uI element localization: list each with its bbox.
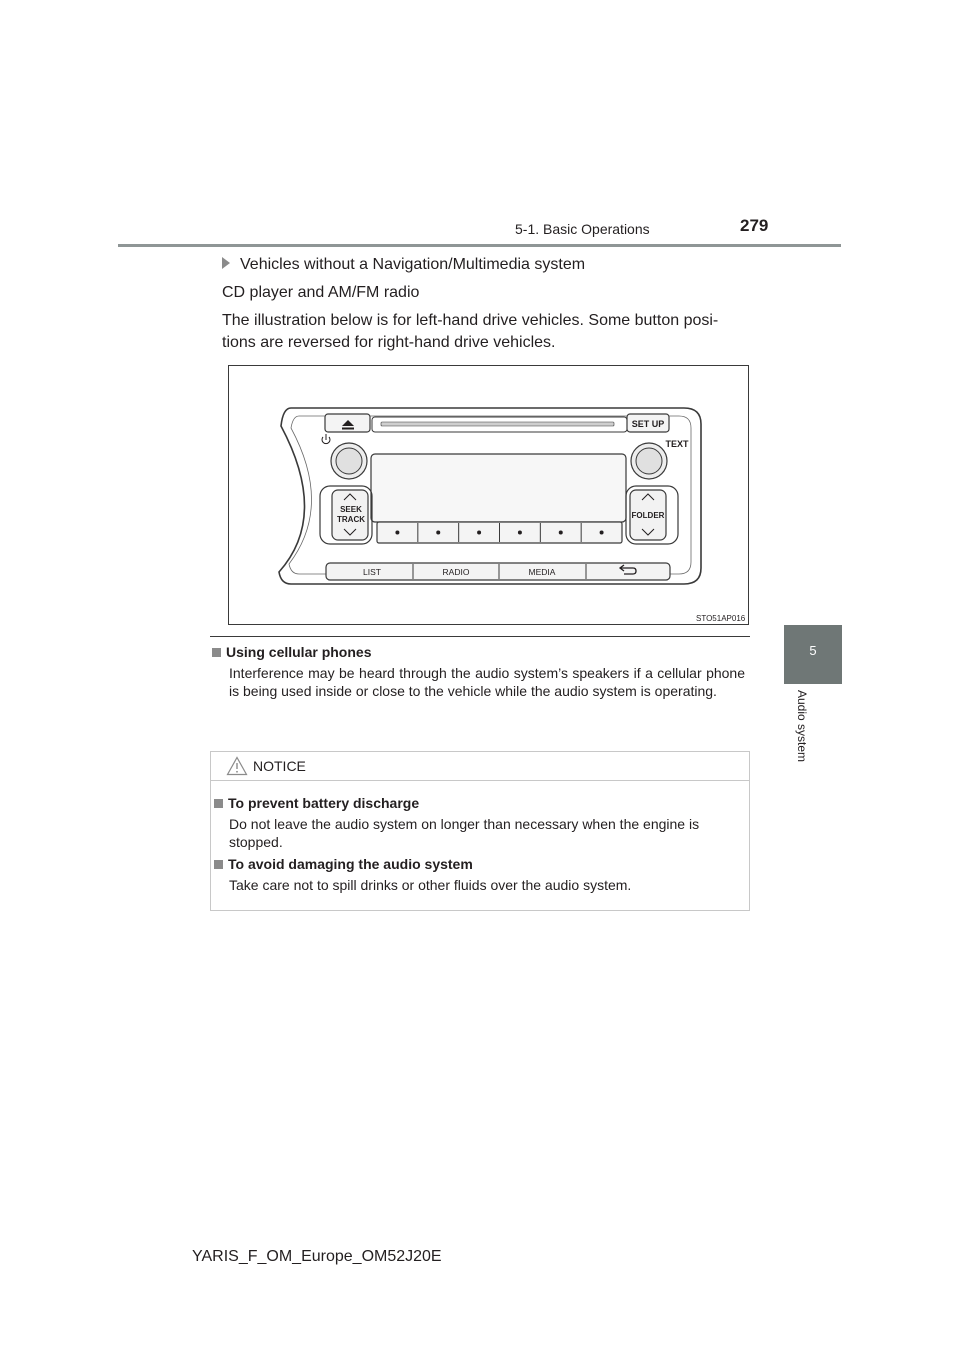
media-button[interactable]: MEDIA [528,567,556,577]
section-title: 5-1. Basic Operations [515,221,650,237]
preset-button-2[interactable] [436,531,440,535]
square-bullet-icon [214,860,223,869]
preset-button-3[interactable] [477,531,481,535]
intro-description-line-1: The illustration below is for left-hand drive vehicles. Some button posi- [222,312,719,329]
intro-description [222,310,752,354]
notice-item-1-title: To prevent battery discharge [228,795,420,811]
folder-label: FOLDER [631,511,665,520]
audio-unit-figure [228,365,749,625]
cellular-heading [212,644,371,660]
preset-button-6[interactable] [600,531,604,535]
preset-button-4[interactable] [518,531,522,535]
figure-code: STO51AP016 [696,614,746,623]
notice-item-2-text: Take care not to spill drinks or other fluids over the audio system. [229,877,632,893]
seek-label: SEEK [340,505,362,514]
square-bullet-icon [212,648,221,657]
notice-header-rule [211,780,749,781]
notice-item-1-heading [214,795,419,811]
audio-unit-illustration [229,366,748,624]
power-icon [322,434,330,444]
cd-slot [381,422,614,426]
notice-item-2-heading [214,856,473,872]
notice-item-1-text: Do not leave the audio system on longer than necessary when the engine is stopped. [229,816,700,850]
bullet-heading [222,255,585,275]
warning-triangle-icon [226,756,248,776]
chapter-label: Audio system [795,690,809,763]
cellular-title: Using cellular phones [226,644,372,660]
footer-code: YARIS_F_OM_Europe_OM52J20E [192,1248,442,1265]
divider [210,636,750,637]
setup-label: SET UP [631,419,665,429]
bullet-text: Vehicles without a Navigation/Multimedia system [240,256,586,273]
header-rule [118,244,841,247]
square-bullet-icon [214,799,223,808]
notice-item-2-title: To avoid damaging the audio system [228,856,473,872]
tune-scroll-knob-inner [636,448,662,474]
notice-label: NOTICE [253,758,306,774]
preset-button-1[interactable] [395,531,399,535]
display-screen [371,454,626,522]
radio-button[interactable]: RADIO [442,567,470,577]
preset-button-5[interactable] [559,531,563,535]
page-number: 279 [740,216,769,235]
intro-description-line-2: tions are reversed for right-hand drive vehicles. [222,334,556,351]
list-button[interactable]: LIST [363,567,381,577]
power-volume-knob-inner [336,448,362,474]
chapter-number: 5 [809,643,817,658]
eject-icon-bar [342,428,354,430]
cellular-text: Interference may be heard through the audio system’s speakers if a cellular phone is being used inside or close to the vehicle while the audio system is operating. [229,665,745,699]
text-label: TEXT [665,439,689,449]
intro-subtitle: CD player and AM/FM radio [222,284,420,301]
track-label: TRACK [337,515,365,524]
arrow-right-icon [222,257,230,269]
